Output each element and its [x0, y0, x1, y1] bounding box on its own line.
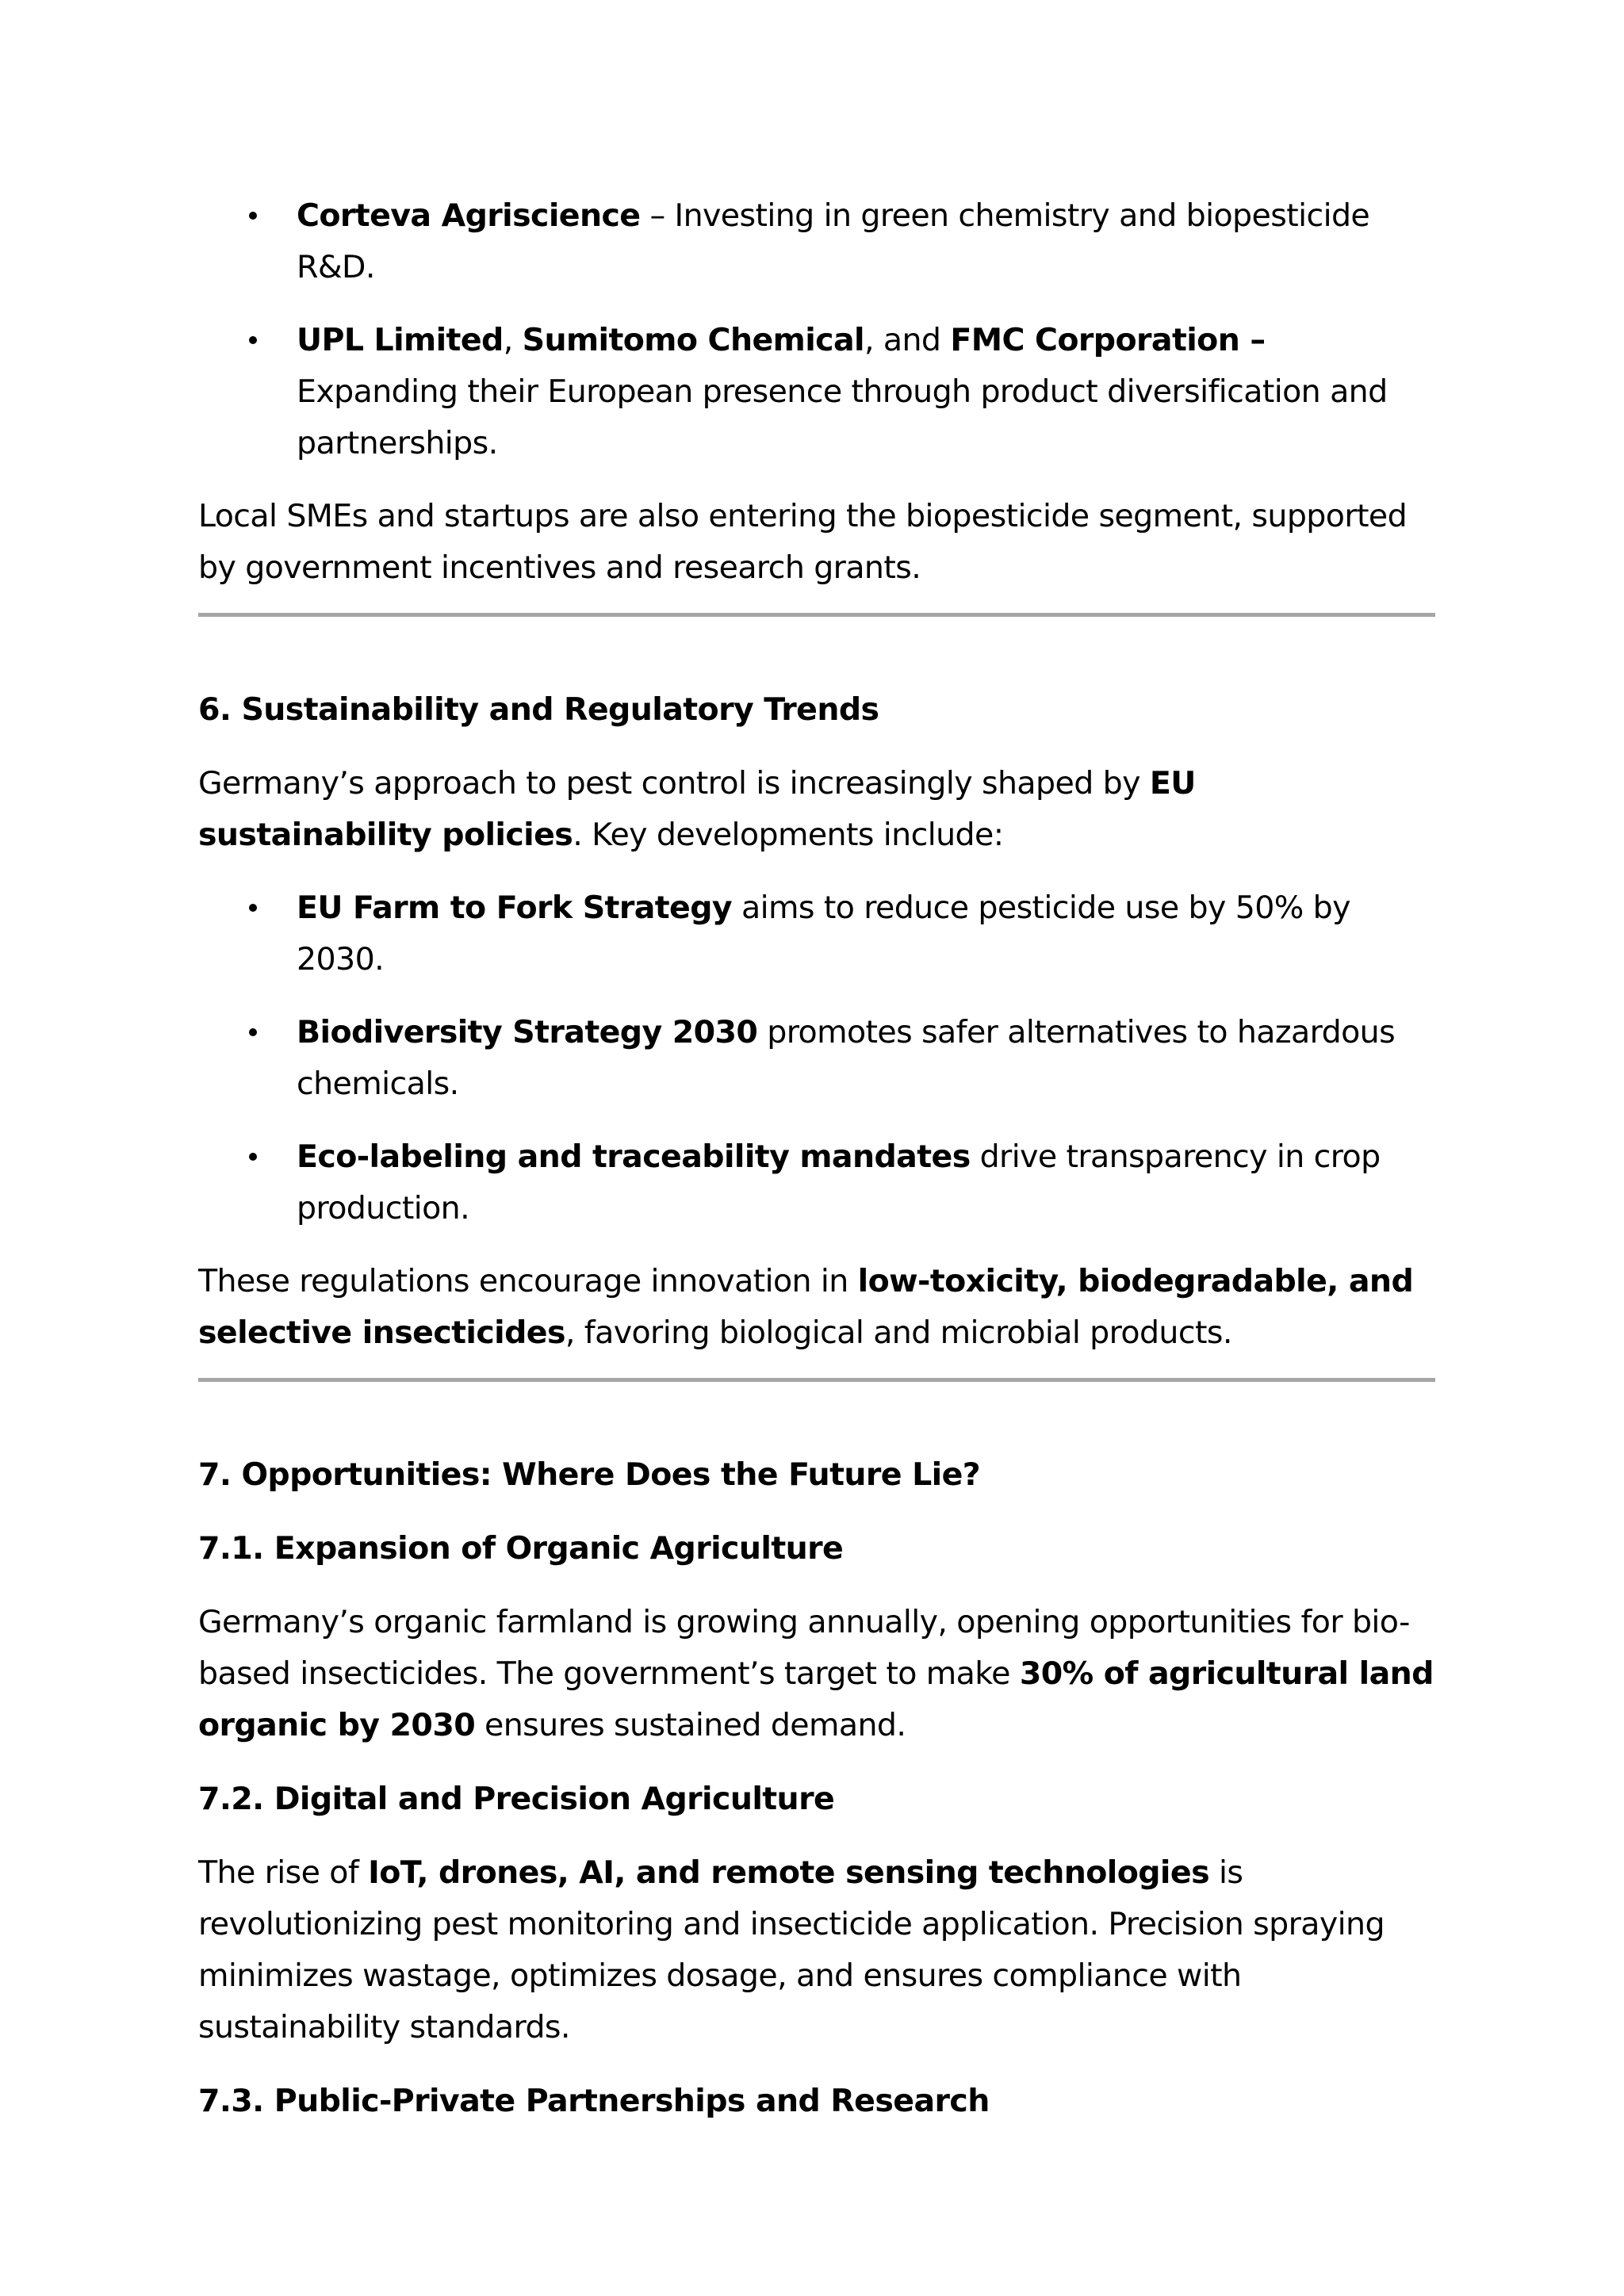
bold-text: UPL Limited — [297, 322, 504, 358]
list-item-text — [297, 1138, 1381, 1226]
bold-text: FMC Corporation — [950, 322, 1240, 358]
section-divider — [198, 613, 1435, 617]
text-run: is revolutionizing pest monitoring and insecticide application. Precision spraying minimizes wastage, optimizes dosage, and ensures compliance with sustainability standards. — [198, 1854, 1385, 2045]
subsection-7-2-paragraph — [198, 1847, 1435, 2053]
text-run: Expanding their European presence through product diversification and partnerships. — [297, 373, 1388, 461]
section-7-heading: 7. Opportunities: Where Does the Future Lie? — [198, 1456, 981, 1493]
text-run: ensures sustained demand. — [475, 1707, 906, 1743]
bullet-icon — [249, 336, 257, 344]
text-run: . Key developments include: — [573, 817, 1004, 853]
regulation-list — [198, 882, 1435, 1234]
text-run: Germany’s organic farmland is growing annually, opening opportunities for bio-based insecticides. The government’s target to make — [198, 1604, 1410, 1692]
bold-text: EU sustainability policies — [198, 765, 1196, 853]
bold-text: – — [1239, 322, 1266, 358]
text-run: , — [503, 322, 523, 358]
bullet-icon — [249, 904, 257, 912]
text-run: The rise of — [198, 1854, 369, 1891]
list-item — [198, 882, 1435, 985]
text-run: , favoring biological and microbial products. — [565, 1314, 1232, 1351]
bold-text: Corteva Agriscience — [297, 197, 641, 234]
list-item-text — [297, 322, 1388, 461]
text-run: promotes safer alternatives to hazardous chemicals. — [297, 1014, 1396, 1102]
bold-text: IoT, drones, AI, and remote sensing technologies — [368, 1854, 1209, 1891]
bullet-icon — [249, 1153, 257, 1161]
subsection-7-1-heading: 7.1. Expansion of Organic Agriculture — [198, 1530, 844, 1567]
document-page — [198, 190, 1435, 2127]
section-6-heading: 6. Sustainability and Regulatory Trends — [198, 691, 879, 728]
text-run: These regulations encourage innovation in — [198, 1263, 858, 1299]
list-item-text — [297, 1014, 1395, 1102]
text-run: aims to reduce pesticide use by 50% by 2030. — [297, 890, 1350, 978]
section-6-paragraph-2 — [198, 1256, 1435, 1359]
bold-text: 30% of agricultural land organic by 2030 — [198, 1655, 1434, 1743]
company-list — [198, 190, 1435, 469]
list-item — [198, 1131, 1435, 1234]
subsection-7-1-paragraph — [198, 1597, 1435, 1751]
bold-text: low-toxicity, biodegradable, and selective insecticides — [198, 1263, 1414, 1351]
bold-text: Sumitomo Chemical — [522, 322, 864, 358]
section-6-paragraph-1 — [198, 758, 1435, 861]
bold-text: EU Farm to Fork Strategy — [297, 890, 733, 926]
subsection-7-3-heading: 7.3. Public-Private Partnerships and Research — [198, 2083, 990, 2119]
bullet-icon — [249, 212, 257, 220]
list-item-text — [297, 890, 1350, 978]
bold-text: Eco-labeling and traceability mandates — [297, 1138, 971, 1175]
list-item — [198, 190, 1435, 293]
list-item-text — [297, 197, 1369, 285]
text-run: , and — [864, 322, 951, 358]
text-run: drive transparency in crop production. — [297, 1138, 1381, 1226]
bold-text: Biodiversity Strategy 2030 — [297, 1014, 758, 1050]
text-run: – Investing in green chemistry and biopesticide R&D. — [297, 197, 1370, 285]
intro-paragraph: Local SMEs and startups are also entering the biopesticide segment, supported by government incentives and research grants. — [198, 498, 1408, 586]
bullet-icon — [249, 1028, 257, 1036]
text-run: Germany’s approach to pest control is increasingly shaped by — [198, 765, 1150, 802]
section-divider — [198, 1378, 1435, 1382]
list-item — [198, 1007, 1435, 1110]
subsection-7-2-heading: 7.2. Digital and Precision Agriculture — [198, 1781, 835, 1817]
list-item — [198, 315, 1435, 469]
